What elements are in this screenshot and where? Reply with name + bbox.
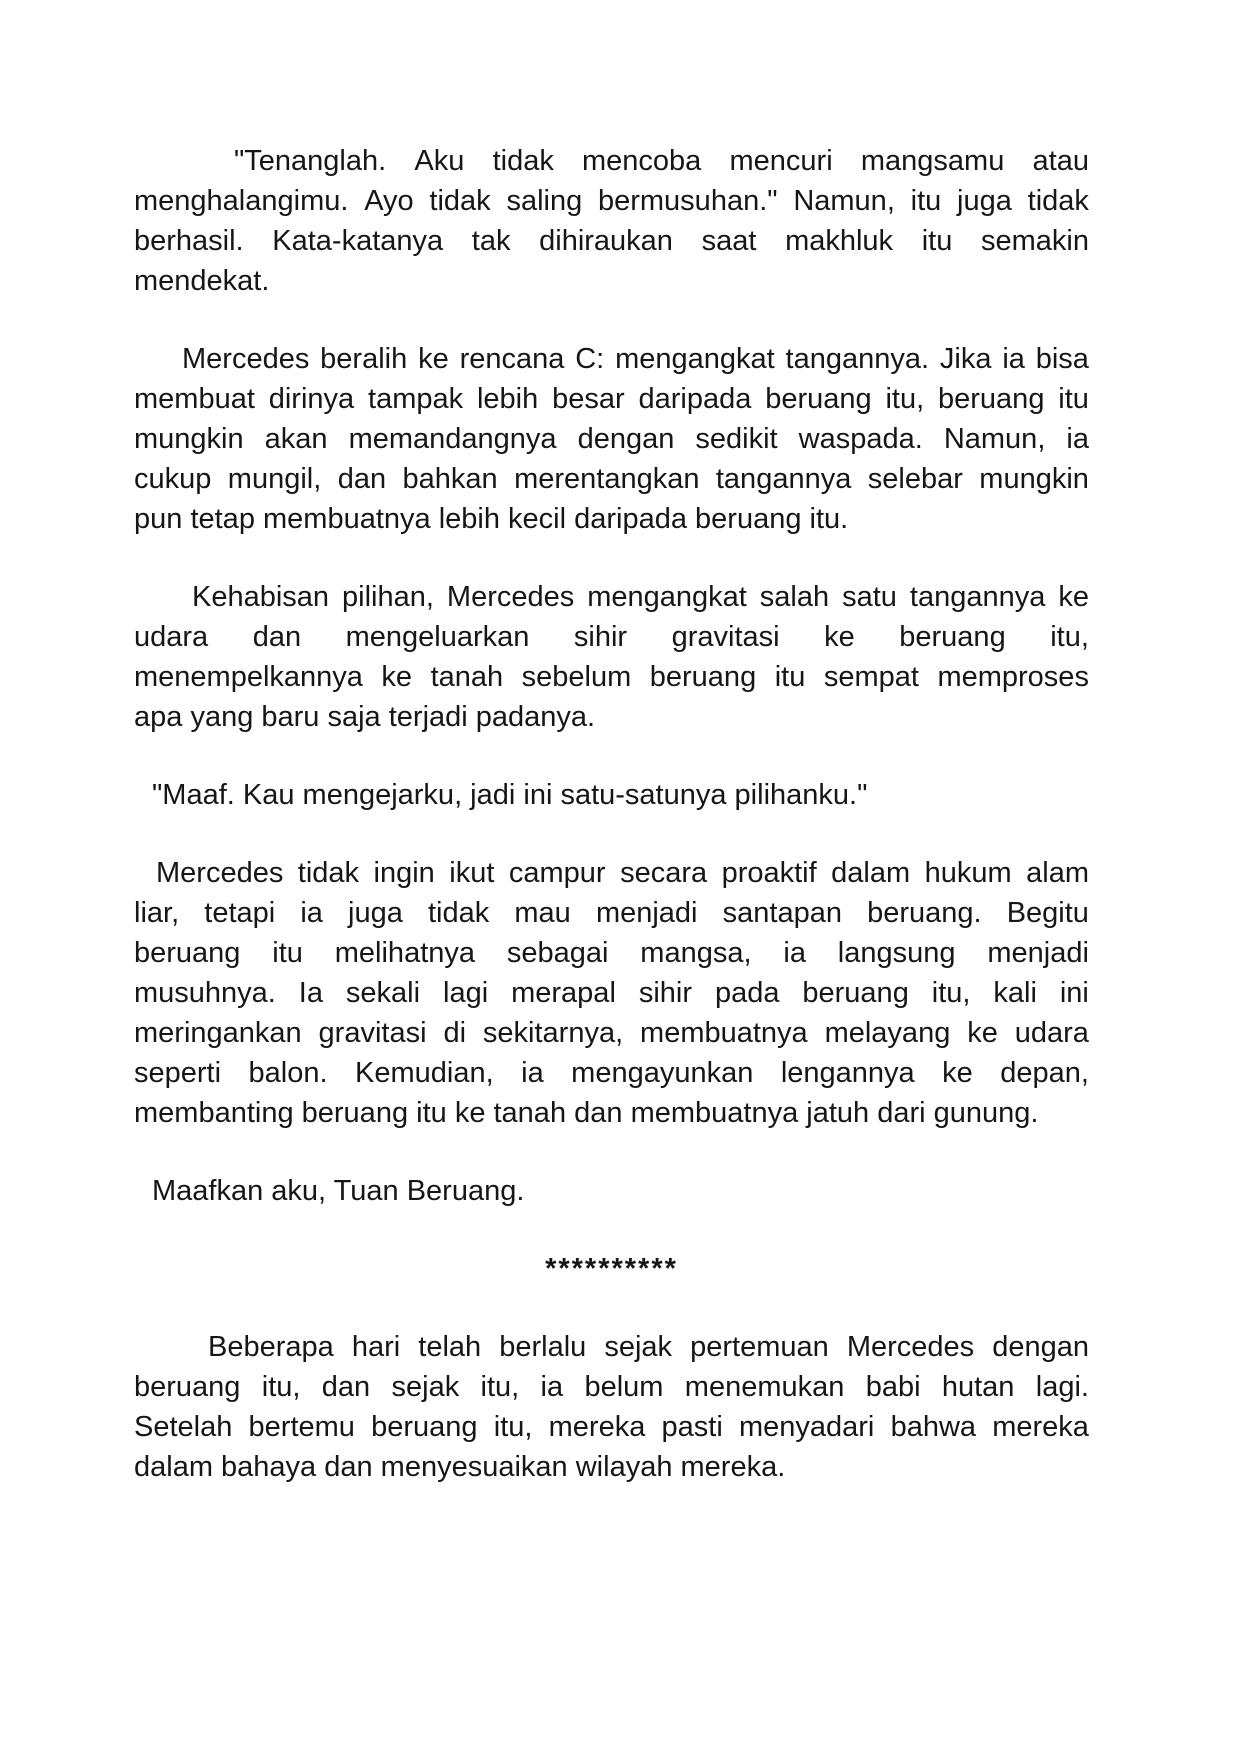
word: itu, (1050, 621, 1089, 653)
word: dirinya (268, 383, 355, 415)
word: sekali (345, 977, 421, 1009)
word: ke (824, 621, 855, 653)
word: melihatnya (334, 937, 476, 969)
word: memandangnya (348, 423, 557, 455)
word: Kemudian, (355, 1057, 494, 1089)
word: sempat (823, 661, 919, 693)
word: menjadi (987, 937, 1089, 969)
paragraph (134, 141, 1089, 301)
text-line (134, 973, 1089, 1013)
word: mungkin (134, 423, 244, 455)
word: Mercedes (156, 857, 284, 889)
word: juga (348, 897, 403, 929)
word: melayang (824, 1017, 951, 1049)
word: babi (865, 1371, 921, 1403)
word: memproses (937, 661, 1089, 693)
word: akan (264, 423, 328, 455)
word: ia (783, 937, 806, 969)
text-line (134, 459, 1089, 499)
word: merapal (511, 977, 616, 1009)
word: lengannya (780, 1057, 915, 1089)
word: secara (620, 857, 708, 889)
word: beruang (649, 661, 757, 693)
word: dihiraukan (539, 225, 673, 257)
word: itu, (931, 977, 971, 1009)
text-line (134, 657, 1089, 697)
word: Mercedes (182, 343, 310, 375)
word: beruang (765, 383, 872, 415)
word: ikut (449, 857, 495, 889)
paragraph (134, 339, 1089, 539)
word: selebar (867, 463, 963, 495)
word: itu, (261, 1371, 301, 1403)
word: sejak (604, 1331, 673, 1363)
paragraph (134, 853, 1089, 1133)
word: mau (514, 897, 571, 929)
word: mencoba (582, 145, 702, 177)
word: berhasil. (134, 225, 244, 257)
paragraph (134, 775, 1089, 815)
word: tidak (492, 145, 554, 177)
text-line: dalam bahaya dan menyesuaikan wilayah mereka. (134, 1451, 786, 1483)
paragraph (134, 577, 1089, 737)
word: pertemuan (690, 1331, 829, 1363)
text-line (134, 933, 1089, 973)
word: musuhnya. (134, 977, 276, 1009)
text-line: pun tetap membuatnya lebih kecil daripada beruang itu. (134, 503, 849, 535)
word: dengan (992, 1331, 1089, 1363)
word: waspada. (798, 423, 923, 455)
word: mungkin (979, 463, 1089, 495)
word: tak (471, 225, 511, 257)
word: Aku (414, 145, 465, 177)
word: ke (381, 661, 413, 693)
word: Begitu (1006, 897, 1089, 929)
word: santapan (722, 897, 842, 929)
word: tidak (429, 185, 491, 217)
word: menempelkannya (134, 661, 363, 693)
word: meringankan (134, 1017, 302, 1049)
word: juga (957, 185, 1012, 217)
word: merentangkan (514, 463, 700, 495)
word: besar (552, 383, 625, 415)
word: depan, (1000, 1057, 1089, 1089)
word: itu, (493, 1411, 533, 1443)
word: daripada (638, 383, 752, 415)
word: ia (521, 1057, 544, 1089)
word: mengangkat (587, 581, 747, 613)
word: tangannya (715, 463, 852, 495)
word: tangannya (909, 581, 1046, 613)
word: saat (701, 225, 757, 257)
word: membuat (134, 383, 255, 415)
text-line (134, 617, 1089, 657)
word: Setelah (134, 1411, 233, 1443)
text-line (134, 419, 1089, 459)
word: itu (921, 225, 953, 257)
word: beruang (134, 1371, 241, 1403)
word: sihir (573, 621, 628, 653)
word: mencuri (729, 145, 833, 177)
word: beruang (134, 937, 241, 969)
word: rencana (459, 343, 565, 375)
word: Ayo (364, 185, 414, 217)
text-line: Maafkan aku, Tuan Beruang. (152, 1175, 525, 1207)
word: ia (540, 1371, 564, 1403)
word: saling (506, 185, 583, 217)
word: C: (575, 343, 605, 375)
word: beruang. (867, 897, 982, 929)
word: tetapi (204, 897, 276, 929)
word: hutan (941, 1371, 1015, 1403)
text-line (134, 221, 1089, 261)
word: mungil, (227, 463, 322, 495)
word: mangsamu (860, 145, 1005, 177)
word: mereka (548, 1411, 646, 1443)
word: gravitasi (671, 621, 780, 653)
word: bermusuhan." (597, 185, 778, 217)
word: beruang (899, 621, 1006, 653)
word: Mercedes (446, 581, 575, 613)
word: Namun, (943, 423, 1046, 455)
word: langsung (837, 937, 956, 969)
text-line (134, 141, 1089, 181)
word: ke (942, 1057, 973, 1089)
word: campur (508, 857, 606, 889)
text-line (134, 339, 1089, 379)
word: mengangkat (615, 343, 775, 375)
word: proaktif (721, 857, 817, 889)
word: bisa (1035, 343, 1089, 375)
text-line (134, 893, 1089, 933)
text-line (134, 181, 1089, 221)
paragraph (134, 1171, 1089, 1211)
text-line: "Maaf. Kau mengejarku, jadi ini satu-satunya pilihanku." (152, 779, 868, 811)
word: "Tenanglah. (234, 145, 387, 177)
text-content (134, 141, 1089, 1487)
word: ke (1058, 581, 1089, 613)
word: beruang (371, 1411, 478, 1443)
text-line (134, 1053, 1089, 1093)
word: bertemu (248, 1411, 355, 1443)
word: ingin (373, 857, 435, 889)
word: di (443, 1017, 467, 1049)
word: cukup (134, 463, 212, 495)
word: tampak (368, 383, 464, 415)
word: menghalangimu. (134, 185, 349, 217)
word: ini (1059, 977, 1089, 1009)
word: hukum (924, 857, 1012, 889)
word: seperti (134, 1057, 222, 1089)
word: mengeluarkan (345, 621, 530, 653)
word: ia (1066, 423, 1089, 455)
word: semakin (980, 225, 1089, 257)
word: dalam (831, 857, 911, 889)
text-line (134, 577, 1089, 617)
word: dengan (577, 423, 675, 455)
word: itu (910, 185, 942, 217)
text-line: mendekat. (134, 265, 270, 297)
word: tidak (297, 857, 360, 889)
text-line (134, 1013, 1089, 1053)
word: tanah (430, 661, 504, 693)
word: sedikit (695, 423, 778, 455)
paragraph (134, 1327, 1089, 1487)
word: itu, (885, 383, 925, 415)
word: ia (300, 897, 323, 929)
word: satu (842, 581, 897, 613)
word: itu (272, 937, 303, 969)
word: Mercedes (846, 1331, 975, 1363)
text-line (134, 1327, 1089, 1367)
section-separator: ********** (545, 1253, 678, 1285)
word: ke (418, 343, 449, 375)
word: itu (774, 661, 806, 693)
word: salah (759, 581, 830, 613)
word: bahkan (402, 463, 498, 495)
word: mangsa, (640, 937, 752, 969)
word: lagi. (1035, 1371, 1089, 1403)
text-line (134, 379, 1089, 419)
word: lebih (476, 383, 539, 415)
word: itu (1058, 383, 1089, 415)
word: dan (252, 621, 302, 653)
word: alam (1026, 857, 1089, 889)
word: dan (321, 1371, 371, 1403)
word: belum (584, 1371, 664, 1403)
word: Jika (939, 343, 992, 375)
word: berlalu (499, 1331, 587, 1363)
word: Kehabisan (192, 581, 330, 613)
word: menjadi (595, 897, 698, 929)
word: liar, (134, 897, 180, 929)
word: membuatnya (640, 1017, 808, 1049)
word: ke (967, 1017, 998, 1049)
word: gravitasi (318, 1017, 427, 1049)
word: beruang (802, 977, 909, 1009)
word: pilihan, (342, 581, 434, 613)
word: ia (1002, 343, 1025, 375)
text-line (134, 1407, 1089, 1447)
word: tangannya. (785, 343, 930, 375)
text-line (134, 853, 1089, 893)
word: kali (993, 977, 1037, 1009)
word: sekitarnya, (482, 1017, 624, 1049)
word: pada (714, 977, 780, 1009)
text-line: apa yang baru saja terjadi padanya. (134, 701, 596, 733)
word: itu, (480, 1371, 520, 1403)
word: Namun, (793, 185, 895, 217)
word: sihir (638, 977, 692, 1009)
word: sebelum (521, 661, 632, 693)
word: Kata-katanya (272, 225, 444, 257)
word: Beberapa (208, 1331, 334, 1363)
word: udara (1014, 1017, 1089, 1049)
word: beralih (320, 343, 408, 375)
word: sejak (391, 1371, 460, 1403)
word: telah (418, 1331, 482, 1363)
word: sebagai (506, 937, 609, 969)
word: tidak (1027, 185, 1089, 217)
word: menemukan (684, 1371, 845, 1403)
word: udara (134, 621, 209, 653)
word: bahwa (890, 1411, 977, 1443)
word: tidak (428, 897, 490, 929)
word: menyadari (738, 1411, 875, 1443)
word: balon. (248, 1057, 328, 1089)
word: hari (351, 1331, 401, 1363)
word: mereka (992, 1411, 1089, 1443)
text-line: membanting beruang itu ke tanah dan membuatnya jatuh dari gunung. (134, 1097, 1039, 1129)
word: Ia (298, 977, 323, 1009)
text-line (134, 1367, 1089, 1407)
word: beruang (938, 383, 1045, 415)
word: mengayunkan (571, 1057, 754, 1089)
word: makhluk (785, 225, 894, 257)
word: lagi (443, 977, 489, 1009)
word: dan (337, 463, 387, 495)
word: pasti (661, 1411, 723, 1443)
word: atau (1032, 145, 1089, 177)
